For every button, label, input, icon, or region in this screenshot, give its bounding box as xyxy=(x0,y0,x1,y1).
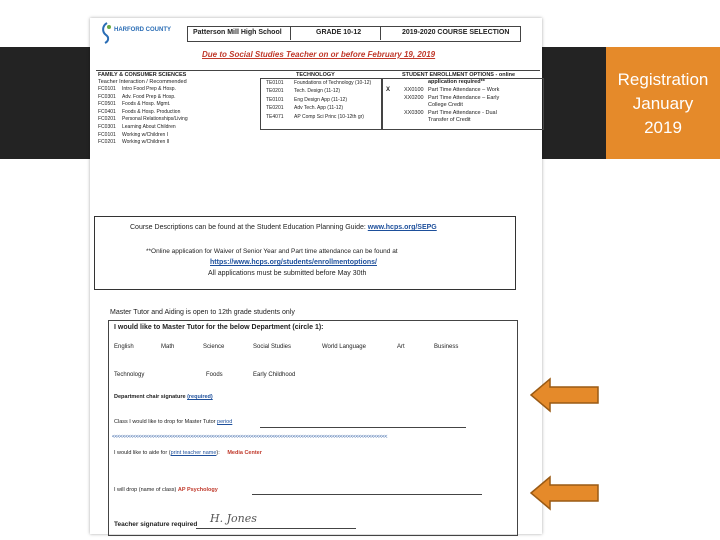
tech-course-code: TE0101 xyxy=(266,96,284,103)
fc-course-code: FC0201 xyxy=(98,139,116,146)
master-tutor-prompt: I would like to Master Tutor for the below Department (circle 1): xyxy=(114,324,324,331)
course-selection-form xyxy=(90,18,542,534)
option-name: Part Time Attendance – Work xyxy=(428,87,500,93)
chair-signature-label: Department chair signature xyxy=(114,394,186,400)
aide-label: I would like to aide for ( xyxy=(114,450,171,456)
chair-signature-line xyxy=(114,394,213,400)
fc-course-name: Learning About Children xyxy=(122,124,176,130)
master-tutor-note: Master Tutor and Aiding is open to 12th grade students only xyxy=(110,309,295,316)
tech-course-code: TE0101 xyxy=(266,80,284,86)
side-label-line: 2019 xyxy=(644,118,682,137)
school-name: Patterson Mill High School xyxy=(193,29,282,36)
grade-range: GRADE 10-12 xyxy=(316,29,362,36)
section-separator: <<<<<<<<<<<<<<<<<<<<<<<<<<<<<<<<<<<<<<<<<<<<<<<<<<<<<<<<<<<<<<<<<<<<<<<<<<<<<<<<<<<<<<<<<<<<<<<<<<<<<<<<< xyxy=(112,434,388,440)
drop-class-line xyxy=(114,419,232,425)
department-science: Science xyxy=(203,344,225,350)
tech-course-name: AP Comp Sci Princ (10-12th gr) xyxy=(294,113,364,120)
fc-course-name: Intro Food Prep & Hosp. xyxy=(122,86,176,92)
option-name: College Credit xyxy=(428,102,463,109)
drop-blank[interactable] xyxy=(252,494,482,495)
side-label-line: Registration xyxy=(617,70,709,89)
option-code: XX0200 xyxy=(404,94,424,101)
option-name: Part Time Attendance - Dual xyxy=(428,109,497,116)
option-name: Transfer of Credit xyxy=(428,117,471,124)
department-art: Art xyxy=(397,344,405,350)
family-consumer-subtitle: Teacher Interaction / Recommended xyxy=(98,79,187,85)
drop-line xyxy=(114,487,218,493)
fc-course-name: Working w/Children II xyxy=(122,139,170,146)
fc-course-code: FC0101 xyxy=(98,86,116,92)
tech-course-name: Eng Design App (11-12) xyxy=(294,96,347,103)
fc-course-name: Adv. Food Prep & Hosp. xyxy=(122,93,176,100)
student-options-subtitle: application required** xyxy=(428,79,485,85)
department-world-language: World Language xyxy=(322,344,366,350)
family-consumer-title: FAMILY & CONSUMER SCIENCES xyxy=(98,72,187,78)
department-foods: Foods xyxy=(206,372,223,378)
technology-title: TECHNOLOGY xyxy=(296,72,335,78)
fc-course-name: Foods & Hosp. Production xyxy=(122,108,181,115)
fc-course-name: Personal Relationships/Living xyxy=(122,116,188,123)
department-social-studies: Social Studies xyxy=(253,344,292,350)
info-line-online-application: **Online application for Waiver of Senior Year and Part time attendance can be found at xyxy=(146,248,398,255)
drop-value: AP Psychology xyxy=(177,487,218,493)
tech-course-name: Foundations of Technology (10-12) xyxy=(294,80,372,86)
enrollment-options-link[interactable]: https://www.hcps.org/students/enrollmentoptions/ xyxy=(210,259,377,266)
fc-course-code: FC0501 xyxy=(98,101,116,108)
tech-course-code: TE0201 xyxy=(266,105,284,112)
chair-required-link: (required) xyxy=(187,394,213,400)
drop-class-blank[interactable] xyxy=(260,427,466,428)
teacher-signature: H. Jones xyxy=(210,512,257,525)
aide-label-end: ): xyxy=(216,450,220,456)
option-code: XX0300 xyxy=(404,109,424,116)
harford-county-schools-logo xyxy=(100,22,114,44)
tech-course-name: Tech. Design (11-12) xyxy=(294,88,341,95)
side-label xyxy=(606,68,720,140)
master-tutor-box xyxy=(108,320,518,536)
department-technology: Technology xyxy=(114,372,145,378)
tech-course-code: TE0201 xyxy=(266,88,284,95)
side-label-line: January xyxy=(632,94,694,113)
aide-label-link: print teacher name xyxy=(170,450,217,456)
student-options-title: STUDENT ENROLLMENT OPTIONS - online xyxy=(402,72,516,78)
fc-course-code: FC0301 xyxy=(98,124,116,130)
fc-course-code: FC0201 xyxy=(98,116,116,123)
info-line-deadline: All applications must be submitted before May 30th xyxy=(208,270,367,277)
department-business: Business xyxy=(434,344,459,350)
option-code: XX0100 xyxy=(404,87,424,93)
fc-course-code: FC0301 xyxy=(98,93,116,100)
option-name: Part Time Attendance – Early xyxy=(428,94,500,101)
option-mark: X xyxy=(386,87,391,93)
department-english: English xyxy=(114,344,134,350)
info-line-descriptions xyxy=(130,224,437,231)
course-year: 2019-2020 COURSE SELECTION xyxy=(402,29,510,36)
left-arrow-icon xyxy=(530,377,600,413)
sepg-link[interactable]: www.hcps.org/SEPG xyxy=(367,224,437,231)
tech-course-code: TE4071 xyxy=(266,113,284,120)
due-notice: Due to Social Studies Teacher on or before February 19, 2019 xyxy=(202,50,436,59)
info-line1-prefix: Course Descriptions can be found at the Student Education Planning Guide: xyxy=(130,224,368,231)
aide-line xyxy=(114,450,262,456)
fc-course-name: Foods & Hosp. Mgmt. xyxy=(122,101,171,108)
department-math: Math xyxy=(161,344,175,350)
logo-text: HARFORD COUNTY xyxy=(114,27,171,33)
tech-course-name: Adv Tech. App (11-12) xyxy=(294,105,344,112)
drop-class-label: Class I would like to drop for Master Tutor xyxy=(114,419,216,425)
fc-course-code: FC0101 xyxy=(98,131,116,138)
fc-course-name: Working w/Children I xyxy=(122,131,169,138)
fc-course-code: FC0401 xyxy=(98,108,116,115)
signature-line[interactable] xyxy=(196,528,356,529)
department-early-childhood: Early Childhood xyxy=(253,372,296,378)
drop-label: I will drop (name of class) xyxy=(114,487,177,493)
left-arrow-icon xyxy=(530,475,600,511)
drop-class-period: period xyxy=(217,419,233,425)
teacher-signature-label: Teacher signature required xyxy=(114,521,198,528)
aide-value: Media Center xyxy=(227,450,262,456)
